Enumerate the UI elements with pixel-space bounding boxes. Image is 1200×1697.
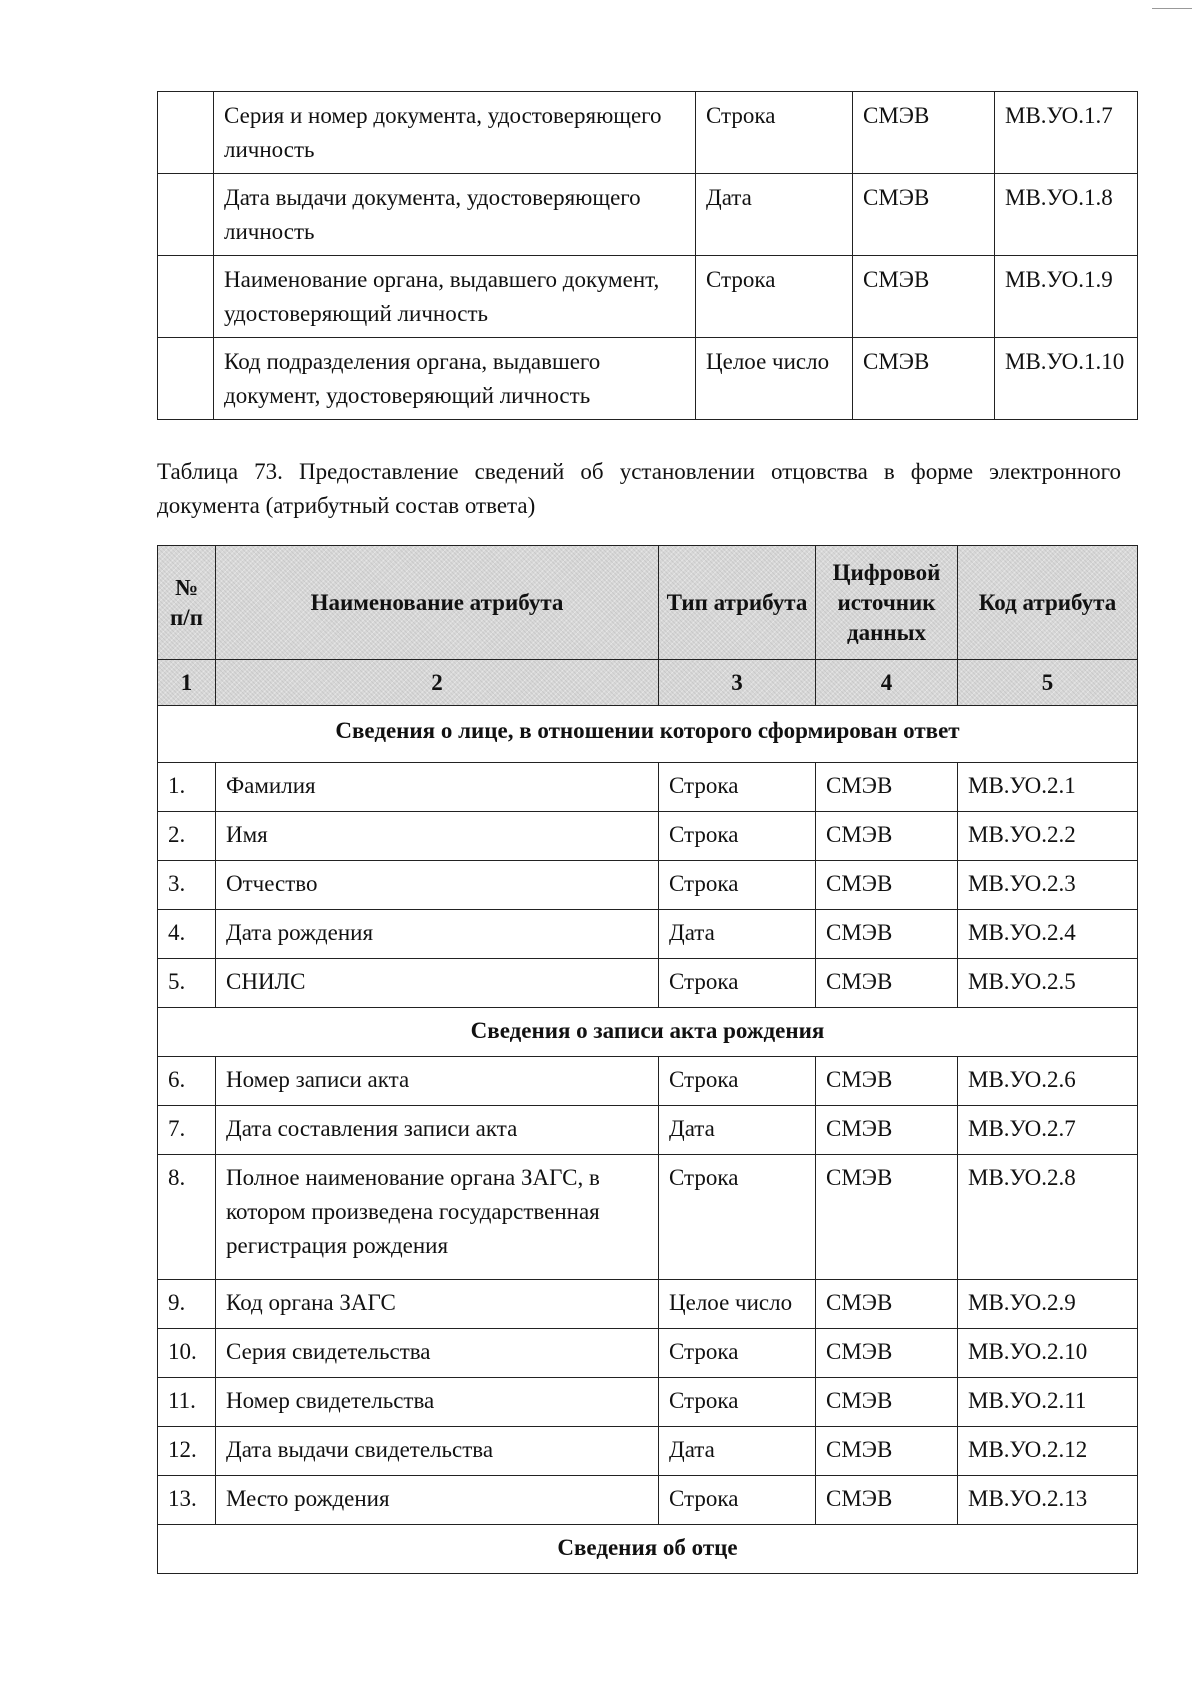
row-number-cell: 10. — [158, 1329, 216, 1378]
attribute-name-cell: Код органа ЗАГС — [216, 1280, 659, 1329]
row-number-cell: 8. — [158, 1155, 216, 1280]
data-source-cell: СМЭВ — [816, 1378, 958, 1427]
row-number-cell: 13. — [158, 1476, 216, 1525]
attribute-type-cell: Строка — [659, 1057, 816, 1106]
attribute-code-cell: МВ.УО.2.13 — [958, 1476, 1138, 1525]
data-source-cell: СМЭВ — [853, 256, 995, 338]
row-number-cell: 12. — [158, 1427, 216, 1476]
row-number-cell: 6. — [158, 1057, 216, 1106]
attribute-name-cell: Дата рождения — [216, 910, 659, 959]
attribute-type-cell: Строка — [659, 861, 816, 910]
header-number: № п/п — [158, 546, 216, 660]
data-source-cell: СМЭВ — [816, 959, 958, 1008]
section-row — [158, 706, 1138, 763]
table-row — [158, 1155, 1138, 1280]
header-data-source: Цифровой источник данных — [816, 546, 958, 660]
table-row — [158, 92, 1138, 174]
attribute-code-cell: МВ.УО.2.5 — [958, 959, 1138, 1008]
section-title: Сведения о лице, в отношении которого сформирован ответ — [158, 706, 1138, 763]
row-number-cell: 2. — [158, 812, 216, 861]
attribute-type-cell: Строка — [659, 1378, 816, 1427]
attribute-code-cell: МВ.УО.2.4 — [958, 910, 1138, 959]
attribute-name-cell: Фамилия — [216, 763, 659, 812]
data-source-cell: СМЭВ — [816, 1280, 958, 1329]
attribute-code-cell: МВ.УО.1.8 — [995, 174, 1138, 256]
attribute-type-cell: Дата — [696, 174, 853, 256]
attribute-name-cell: СНИЛС — [216, 959, 659, 1008]
row-number-cell: 11. — [158, 1378, 216, 1427]
column-number-row — [158, 660, 1138, 706]
section-row — [158, 1525, 1138, 1574]
table-row — [158, 1378, 1138, 1427]
attribute-name-cell: Код подразделения органа, выдавшего документ, удостоверяющий личность — [214, 338, 696, 420]
table-row — [158, 763, 1138, 812]
table-row — [158, 174, 1138, 256]
attribute-type-cell: Целое число — [696, 338, 853, 420]
data-source-cell: СМЭВ — [853, 92, 995, 174]
attribute-type-cell: Строка — [696, 256, 853, 338]
table-row — [158, 1280, 1138, 1329]
attribute-code-cell: МВ.УО.1.10 — [995, 338, 1138, 420]
attribute-name-cell: Серия и номер документа, удостоверяющего личность — [214, 92, 696, 174]
data-source-cell: СМЭВ — [816, 910, 958, 959]
section-row — [158, 1008, 1138, 1057]
table-row — [158, 910, 1138, 959]
attribute-type-cell: Строка — [659, 1476, 816, 1525]
data-source-cell: СМЭВ — [816, 1476, 958, 1525]
data-source-cell: СМЭВ — [853, 174, 995, 256]
row-number-cell — [158, 174, 214, 256]
column-number: 2 — [216, 660, 659, 706]
attribute-name-cell: Место рождения — [216, 1476, 659, 1525]
row-number-cell — [158, 256, 214, 338]
table-row — [158, 1106, 1138, 1155]
data-source-cell: СМЭВ — [816, 812, 958, 861]
attribute-code-cell: МВ.УО.1.7 — [995, 92, 1138, 174]
attribute-name-cell: Дата выдачи свидетельства — [216, 1427, 659, 1476]
table-row — [158, 1427, 1138, 1476]
row-number-cell — [158, 338, 214, 420]
attribute-name-cell: Наименование органа, выдавшего документ, удостоверяющий личность — [214, 256, 696, 338]
table-row — [158, 812, 1138, 861]
attribute-type-cell: Строка — [659, 1155, 816, 1280]
row-number-cell: 5. — [158, 959, 216, 1008]
attributes-table — [157, 545, 1138, 1574]
attribute-type-cell: Дата — [659, 910, 816, 959]
row-number-cell: 7. — [158, 1106, 216, 1155]
attribute-name-cell: Номер записи акта — [216, 1057, 659, 1106]
column-number: 3 — [659, 660, 816, 706]
row-number-cell — [158, 92, 214, 174]
attribute-type-cell: Дата — [659, 1427, 816, 1476]
data-source-cell: СМЭВ — [816, 1155, 958, 1280]
row-number-cell: 9. — [158, 1280, 216, 1329]
attribute-code-cell: МВ.УО.2.9 — [958, 1280, 1138, 1329]
attribute-code-cell: МВ.УО.2.2 — [958, 812, 1138, 861]
attribute-type-cell: Строка — [696, 92, 853, 174]
column-number: 4 — [816, 660, 958, 706]
attribute-type-cell: Строка — [659, 763, 816, 812]
header-row — [158, 546, 1138, 660]
table-caption: Таблица 73. Предоставление сведений об установлении отцовства в форме электронного документа (атрибутный состав ответа) — [157, 459, 1121, 518]
table-row — [158, 959, 1138, 1008]
table-row — [158, 1476, 1138, 1525]
attribute-name-cell: Серия свидетельства — [216, 1329, 659, 1378]
attribute-type-cell: Строка — [659, 812, 816, 861]
row-number-cell: 4. — [158, 910, 216, 959]
attribute-code-cell: МВ.УО.2.7 — [958, 1106, 1138, 1155]
data-source-cell: СМЭВ — [816, 763, 958, 812]
attribute-name-cell: Дата выдачи документа, удостоверяющего личность — [214, 174, 696, 256]
section-title: Сведения об отце — [158, 1525, 1138, 1574]
attribute-code-cell: МВ.УО.2.3 — [958, 861, 1138, 910]
attribute-code-cell: МВ.УО.2.11 — [958, 1378, 1138, 1427]
data-source-cell: СМЭВ — [816, 1057, 958, 1106]
section-title: Сведения о записи акта рождения — [158, 1008, 1138, 1057]
attribute-type-cell: Дата — [659, 1106, 816, 1155]
column-number: 5 — [958, 660, 1138, 706]
data-source-cell: СМЭВ — [816, 861, 958, 910]
attribute-name-cell: Номер свидетельства — [216, 1378, 659, 1427]
column-number: 1 — [158, 660, 216, 706]
attribute-type-cell: Целое число — [659, 1280, 816, 1329]
table-row — [158, 1057, 1138, 1106]
continuation-table — [157, 91, 1138, 420]
scan-edge-mark — [1152, 8, 1192, 9]
header-attribute-type: Тип атрибута — [659, 546, 816, 660]
row-number-cell: 3. — [158, 861, 216, 910]
row-number-cell: 1. — [158, 763, 216, 812]
attribute-code-cell: МВ.УО.2.6 — [958, 1057, 1138, 1106]
header-attribute-name: Наименование атрибута — [216, 546, 659, 660]
attribute-code-cell: МВ.УО.1.9 — [995, 256, 1138, 338]
attribute-code-cell: МВ.УО.2.8 — [958, 1155, 1138, 1280]
attribute-type-cell: Строка — [659, 1329, 816, 1378]
attribute-name-cell: Отчество — [216, 861, 659, 910]
data-source-cell: СМЭВ — [816, 1329, 958, 1378]
data-source-cell: СМЭВ — [816, 1106, 958, 1155]
data-source-cell: СМЭВ — [816, 1427, 958, 1476]
table-row — [158, 1329, 1138, 1378]
attribute-name-cell: Полное наименование органа ЗАГС, в котором произведена государственная регистрация рождения — [216, 1155, 659, 1280]
table-row — [158, 861, 1138, 910]
attribute-name-cell: Имя — [216, 812, 659, 861]
table-row — [158, 338, 1138, 420]
table-row — [158, 256, 1138, 338]
attribute-code-cell: МВ.УО.2.10 — [958, 1329, 1138, 1378]
attribute-name-cell: Дата составления записи акта — [216, 1106, 659, 1155]
attribute-code-cell: МВ.УО.2.12 — [958, 1427, 1138, 1476]
attribute-type-cell: Строка — [659, 959, 816, 1008]
header-attribute-code: Код атрибута — [958, 546, 1138, 660]
data-source-cell: СМЭВ — [853, 338, 995, 420]
attribute-code-cell: МВ.УО.2.1 — [958, 763, 1138, 812]
